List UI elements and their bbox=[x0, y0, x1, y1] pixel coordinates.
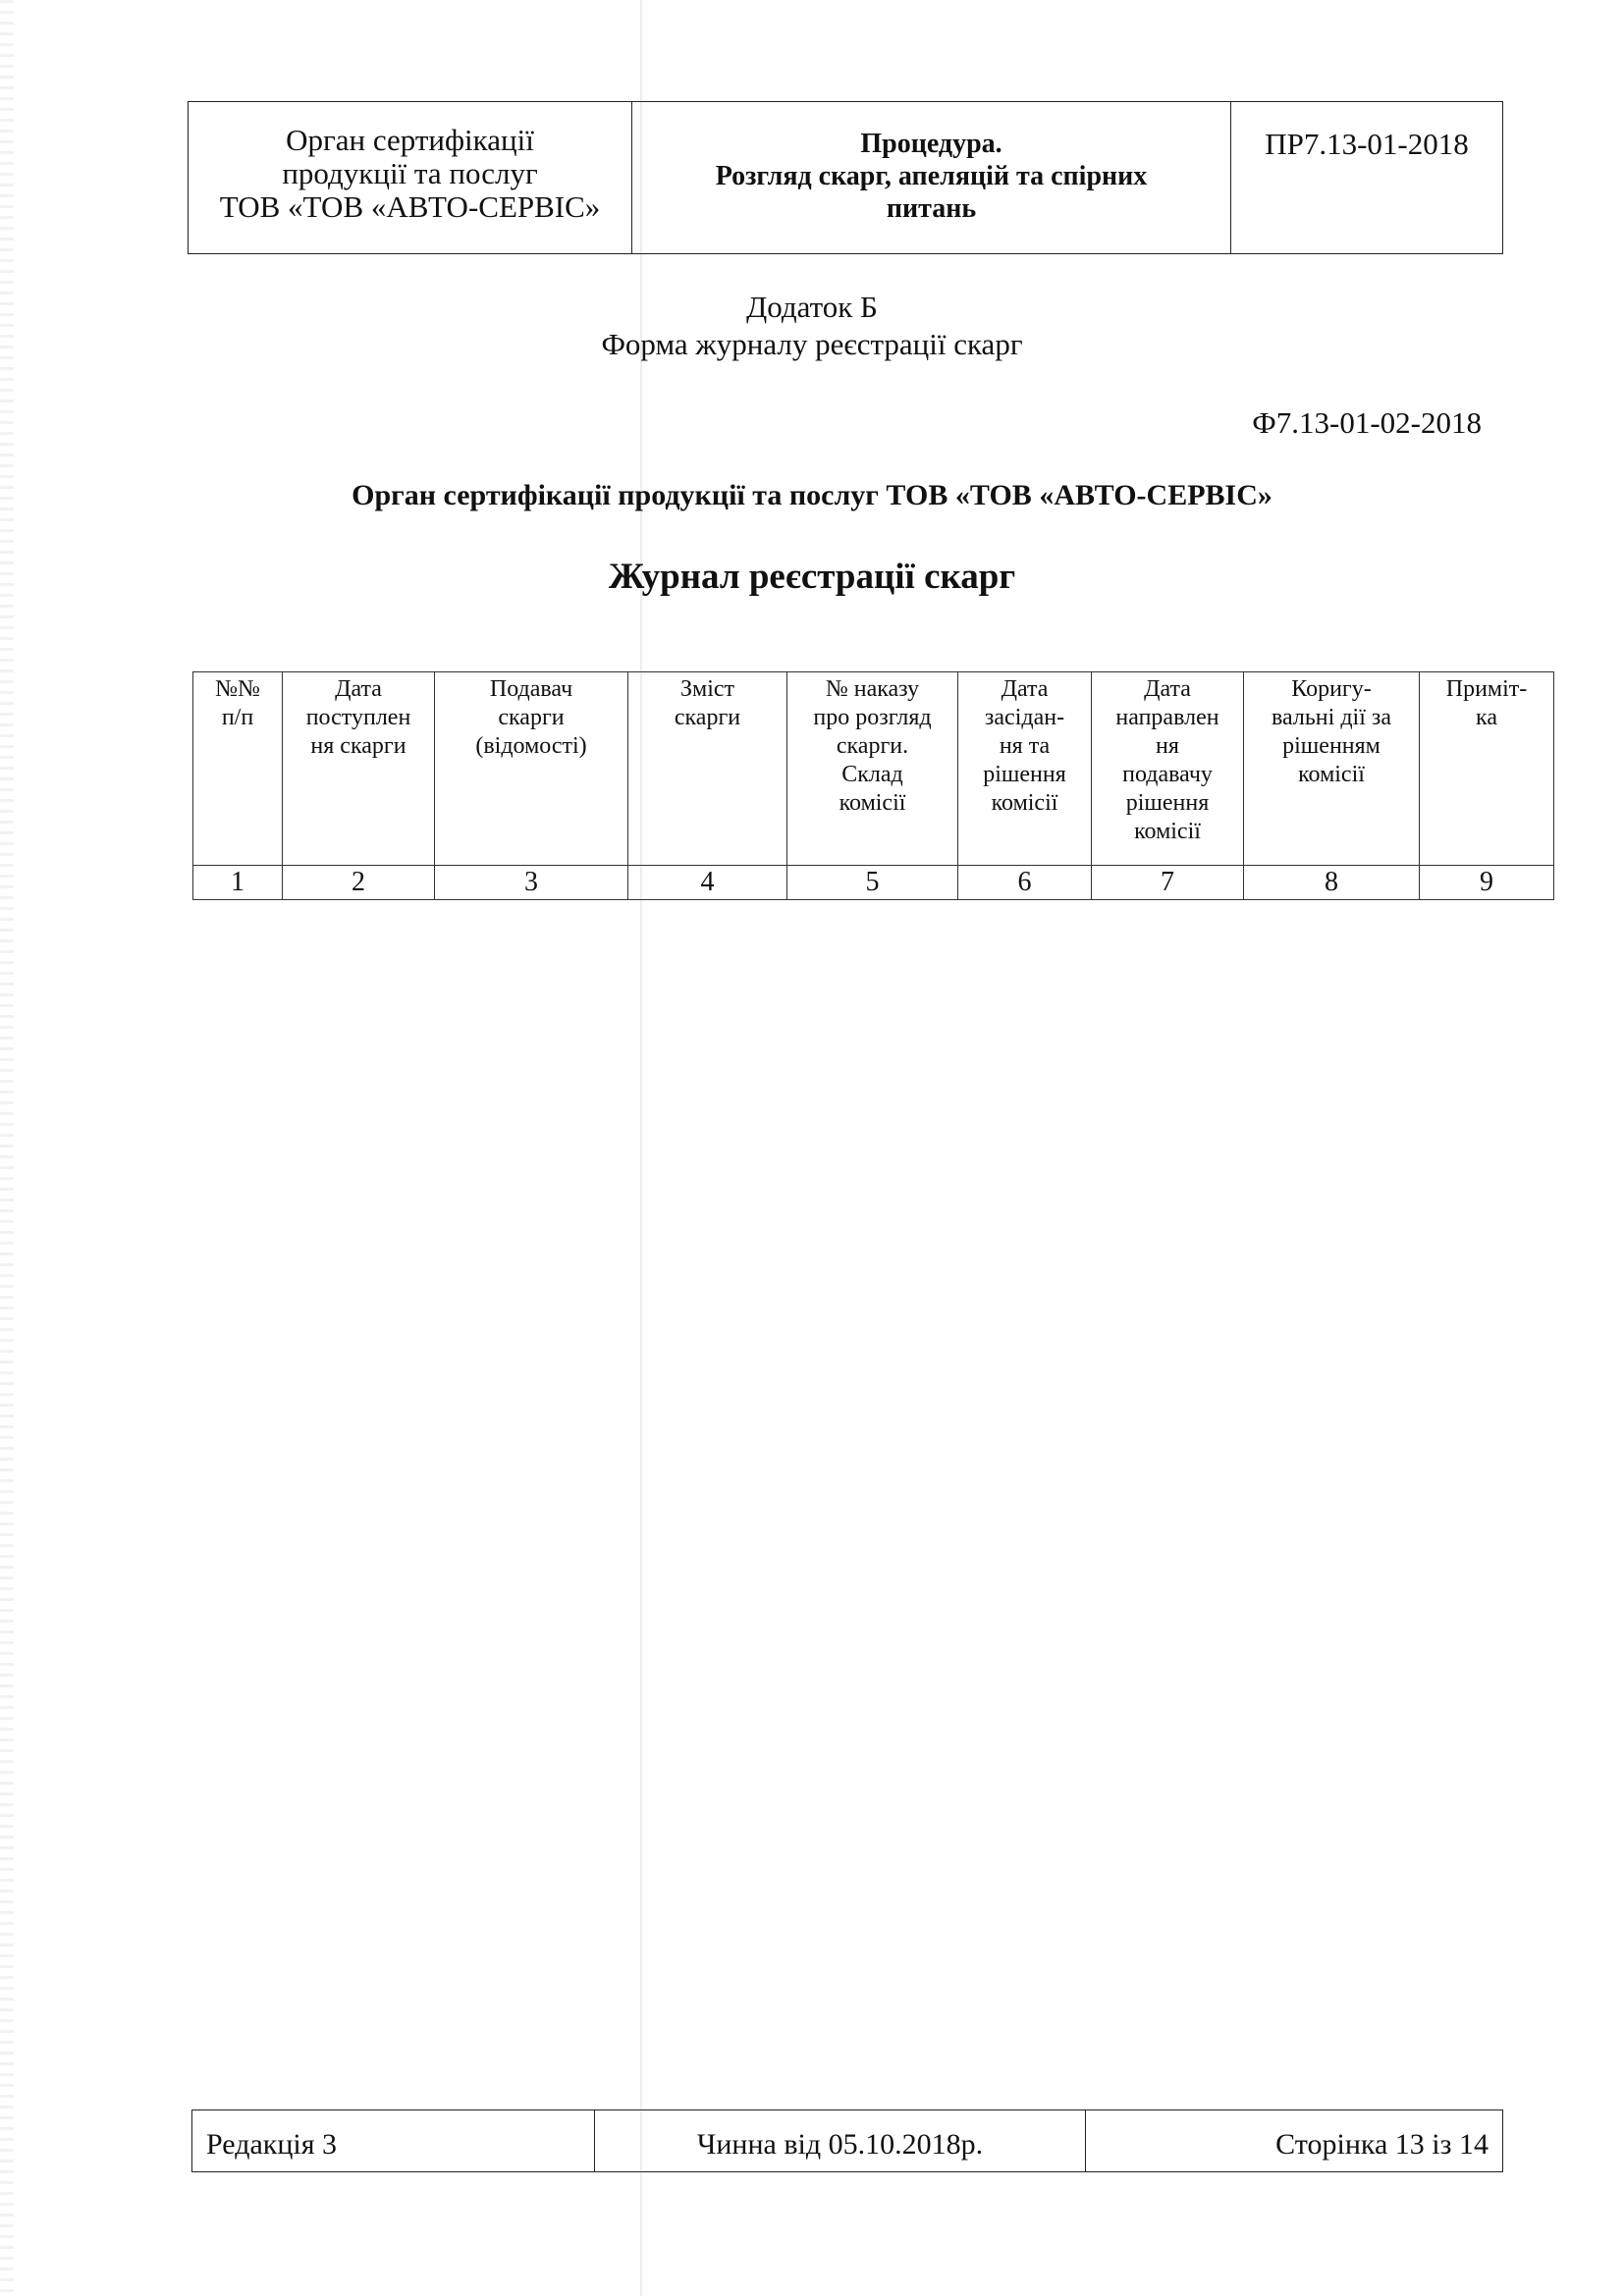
column-number: 3 bbox=[435, 866, 628, 900]
column-header-line: № наказу bbox=[825, 676, 920, 702]
form-code: Ф7.13-01-02-2018 bbox=[1252, 405, 1482, 440]
header-organization bbox=[189, 102, 632, 254]
complaints-journal-table bbox=[192, 671, 1554, 900]
column-header-line: Подавач bbox=[489, 676, 573, 702]
column-header-line: Приміт- bbox=[1445, 676, 1528, 702]
column-header-line: рішення bbox=[1125, 790, 1210, 816]
column-header-line: поступлен bbox=[305, 705, 411, 730]
column-header-line: комісії bbox=[839, 790, 906, 816]
header-procedure-line: питань bbox=[886, 193, 977, 224]
footer-revision: Редакція 3 bbox=[192, 2110, 595, 2172]
column-header-line: вальні дії за bbox=[1272, 705, 1391, 730]
header-org-line: Орган сертифікації bbox=[286, 123, 534, 157]
column-number-row bbox=[193, 866, 1554, 900]
column-header-line: ня та bbox=[999, 733, 1051, 759]
column-header-line: Дата bbox=[1001, 676, 1049, 702]
header-org-line: продукції та послуг bbox=[282, 156, 538, 190]
column-number: 4 bbox=[628, 866, 787, 900]
column-number: 5 bbox=[787, 866, 958, 900]
column-header-line: ка bbox=[1476, 705, 1497, 730]
annex-subtitle: Форма журналу реєстрації скарг bbox=[601, 327, 1023, 361]
column-header-line: скарги. bbox=[836, 733, 909, 759]
column-number: 6 bbox=[958, 866, 1092, 900]
column-header-line: комісії bbox=[1134, 819, 1201, 844]
column-header-line: рішення bbox=[983, 762, 1066, 787]
column-header-line: скарги bbox=[674, 705, 741, 730]
column-header-line: Дата bbox=[1144, 676, 1191, 702]
column-header-line: Дата bbox=[335, 676, 382, 702]
column-header bbox=[958, 672, 1092, 866]
column-header-line: засідан- bbox=[984, 705, 1065, 730]
column-header bbox=[1092, 672, 1244, 866]
column-header-line: (відомості) bbox=[475, 733, 587, 759]
column-number: 8 bbox=[1244, 866, 1420, 900]
document-footer bbox=[191, 2109, 1503, 2172]
column-header bbox=[1244, 672, 1420, 866]
column-number: 9 bbox=[1420, 866, 1554, 900]
column-header-line: №№ bbox=[215, 676, 260, 702]
column-header-line: Склад bbox=[841, 762, 903, 787]
organization-title: Орган сертифікації продукції та послуг ТОВ «ТОВ «АВТО-СЕРВІС» bbox=[352, 479, 1272, 511]
header-org-line: ТОВ «ТОВ «АВТО-СЕРВІС» bbox=[219, 189, 601, 224]
column-number: 2 bbox=[283, 866, 435, 900]
column-header-line: Зміст bbox=[679, 676, 735, 702]
column-header-line: направлен bbox=[1115, 705, 1219, 730]
column-header-line: подавачу bbox=[1122, 762, 1213, 787]
column-header-line: комісії bbox=[991, 790, 1058, 816]
column-header bbox=[435, 672, 628, 866]
annex-title: Додаток Б bbox=[746, 290, 878, 324]
journal-title: Журнал реєстрації скарг bbox=[608, 557, 1016, 597]
annex-heading bbox=[0, 289, 1624, 363]
column-number: 7 bbox=[1092, 866, 1244, 900]
header-procedure-line: Розгляд скарг, апеляцій та спірних bbox=[715, 161, 1148, 191]
header-procedure bbox=[632, 102, 1231, 254]
column-header-line: ня bbox=[1156, 733, 1179, 759]
header-doc-code: ПР7.13-01-2018 bbox=[1231, 102, 1503, 254]
column-header bbox=[628, 672, 787, 866]
column-header-line: скарги bbox=[498, 705, 565, 730]
column-header-line: п/п bbox=[221, 705, 254, 730]
footer-page-number: Сторінка 13 із 14 bbox=[1086, 2110, 1503, 2172]
column-header bbox=[283, 672, 435, 866]
column-header-line: ня скарги bbox=[310, 733, 406, 759]
column-number: 1 bbox=[193, 866, 283, 900]
column-header-line: Коригу- bbox=[1291, 676, 1372, 702]
column-header bbox=[787, 672, 958, 866]
column-header-line: комісії bbox=[1298, 762, 1365, 787]
document-header bbox=[188, 101, 1503, 254]
footer-valid-from: Чинна від 05.10.2018р. bbox=[595, 2110, 1086, 2172]
column-header bbox=[1420, 672, 1554, 866]
table-header-row bbox=[193, 672, 1554, 866]
column-header bbox=[193, 672, 283, 866]
column-header-line: рішенням bbox=[1282, 733, 1380, 759]
header-procedure-line: Процедура. bbox=[860, 129, 1002, 159]
column-header-line: про розгляд bbox=[813, 705, 932, 730]
